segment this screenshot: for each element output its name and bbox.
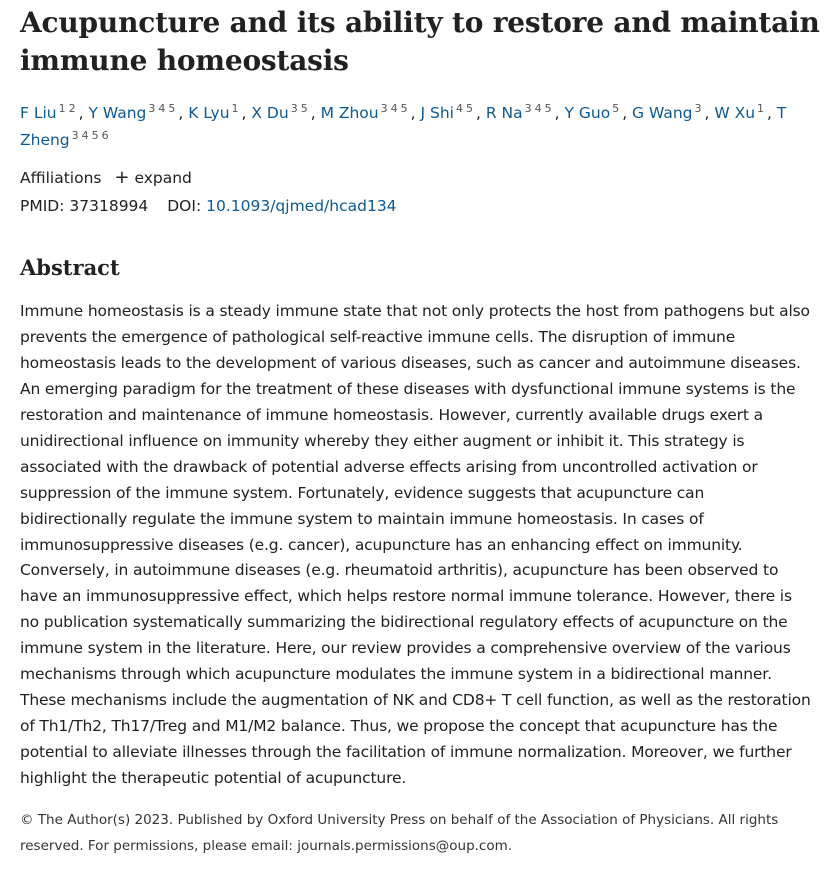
author-affiliation-refs[interactable] [232,102,242,115]
author-affiliation-refs[interactable] [757,102,767,115]
affiliation-ref[interactable]: 5 [465,102,473,115]
copyright-notice: © The Author(s) 2023. Published by Oxford University Press on behalf of the Association of Physicians. All rights reserved. For permissions, please email: journals.permissions@oup.com. [20,812,779,855]
affiliation-ref[interactable]: 1 [231,102,239,115]
pmid-label: PMID: [20,197,65,215]
author-link[interactable]: R Na [485,104,523,122]
affiliation-ref[interactable]: 4 [390,102,398,115]
affiliation-ref[interactable]: 3 [71,129,79,142]
author-link[interactable]: T Zheng [20,104,787,149]
author-affiliation-refs[interactable] [694,102,704,115]
affiliation-ref[interactable]: 5 [544,102,552,115]
affiliation-ref[interactable]: 3 [694,102,702,115]
affiliation-ref[interactable]: 2 [68,102,76,115]
affiliations-label: Affiliations [20,169,102,187]
affiliation-ref[interactable]: 4 [158,102,166,115]
author-link[interactable]: F Liu [20,104,57,122]
affiliation-ref[interactable]: 5 [91,129,99,142]
author-affiliation-refs[interactable] [612,102,622,115]
author-affiliation-refs[interactable] [72,129,112,142]
affiliation-ref[interactable]: 1 [757,102,765,115]
author-link[interactable]: G Wang [632,104,693,122]
identifiers-row [20,194,820,218]
author-link[interactable]: M Zhou [320,104,379,122]
affiliation-ref[interactable]: 4 [455,102,463,115]
author-affiliation-refs[interactable] [291,102,311,115]
author-affiliation-refs[interactable] [525,102,555,115]
doi-label: DOI: [167,197,202,215]
author-link[interactable]: X Du [251,104,289,122]
affiliation-ref[interactable]: 4 [81,129,89,142]
affiliations-row[interactable] [20,166,820,190]
author-link[interactable]: Y Guo [564,104,611,122]
author-list: F Liu $^{1 2}$ , Y Wang $^{3 4 5}$ , K Lyu $^1$ , X Du $^{3 5}$ , M Zhou $^{3 4 5}$ , J Shi $^{4 5}$ , R Na $^{3 4 5}$ , Y Guo $^5$ , G Wang $^3$ , W Xu $^1$ , T Zheng $^{3 4 5 6}$ [20,102,787,149]
author-link[interactable]: J Shi [420,104,454,122]
pmid-value: 37318994 [69,197,149,215]
affiliation-ref[interactable]: 5 [168,102,176,115]
abstract-text: Immune homeostasis is a steady immune state that not only protects the host from pathogens but also prevents the emergence of pathological self-reactive immune cells. The disruption of immune homeostasis leads to the development of various diseases, such as cancer and autoimmune diseases. An emerging paradigm for the treatment of these diseases with dysfunctional immune systems is the restoration and maintenance of immune homeostasis. However, currently available drugs exert a unidirectional influence on immunity whereby they either augment or inhibit it. This strategy is associated with the drawback of potential adverse effects arising from uncontrolled activation or suppression of the immune system. Fortunately, evidence suggests that acupuncture can bidirectionally regulate the immune system to maintain immune homeostasis. In cases of immunosuppressive diseases (e.g. cancer), acupuncture has an enhancing effect on immunity. Conversely, in autoimmune diseases (e.g. rheumatoid arthritis), acupuncture has been observed to have an immunosuppressive effect, which helps restore normal immune tolerance. However, there is no publication systematically summarizing the bidirectional regulatory effects of acupuncture on the immune system in the literature. Here, our review provides a comprehensive overview of the various mechanisms through which acupuncture modulates the immune system in a bidirectional manner. These mechanisms include the augmentation of NK and CD8+ T cell function, as well as the restoration of Th1/Th2, Th17/Treg and M1/M2 balance. Thus, we propose the concept that acupuncture has the potential to alleviate illnesses through the facilitation of immune normalization. Moreover, we further highlight the therapeutic potential of acupuncture. [20,302,811,787]
expand-link[interactable]: expand [134,169,192,187]
doi-link[interactable]: 10.1093/qjmed/hcad134 [206,197,397,215]
affiliation-ref[interactable]: 1 [58,102,66,115]
article-title: Acupuncture and its ability to restore and maintain immune homeostasis [20,6,820,77]
author-affiliation-refs[interactable] [456,102,476,115]
affiliation-ref[interactable]: 6 [101,129,109,142]
affiliation-ref[interactable]: 3 [380,102,388,115]
abstract-heading: Abstract [20,255,120,280]
article-page [20,0,820,873]
author-affiliation-refs[interactable] [148,102,178,115]
affiliation-ref[interactable]: 3 [524,102,532,115]
affiliation-ref[interactable]: 5 [300,102,308,115]
affiliation-ref[interactable]: 4 [534,102,542,115]
author-affiliation-refs[interactable] [59,102,79,115]
affiliation-ref[interactable]: 3 [148,102,156,115]
affiliation-ref[interactable]: 5 [400,102,408,115]
plus-icon[interactable]: + [114,167,130,188]
author-link[interactable]: W Xu [714,104,756,122]
affiliation-ref[interactable]: 5 [612,102,620,115]
affiliation-ref[interactable]: 3 [290,102,298,115]
author-affiliation-refs[interactable] [381,102,411,115]
author-link[interactable]: K Lyu [188,104,230,122]
author-link[interactable]: Y Wang [88,104,147,122]
